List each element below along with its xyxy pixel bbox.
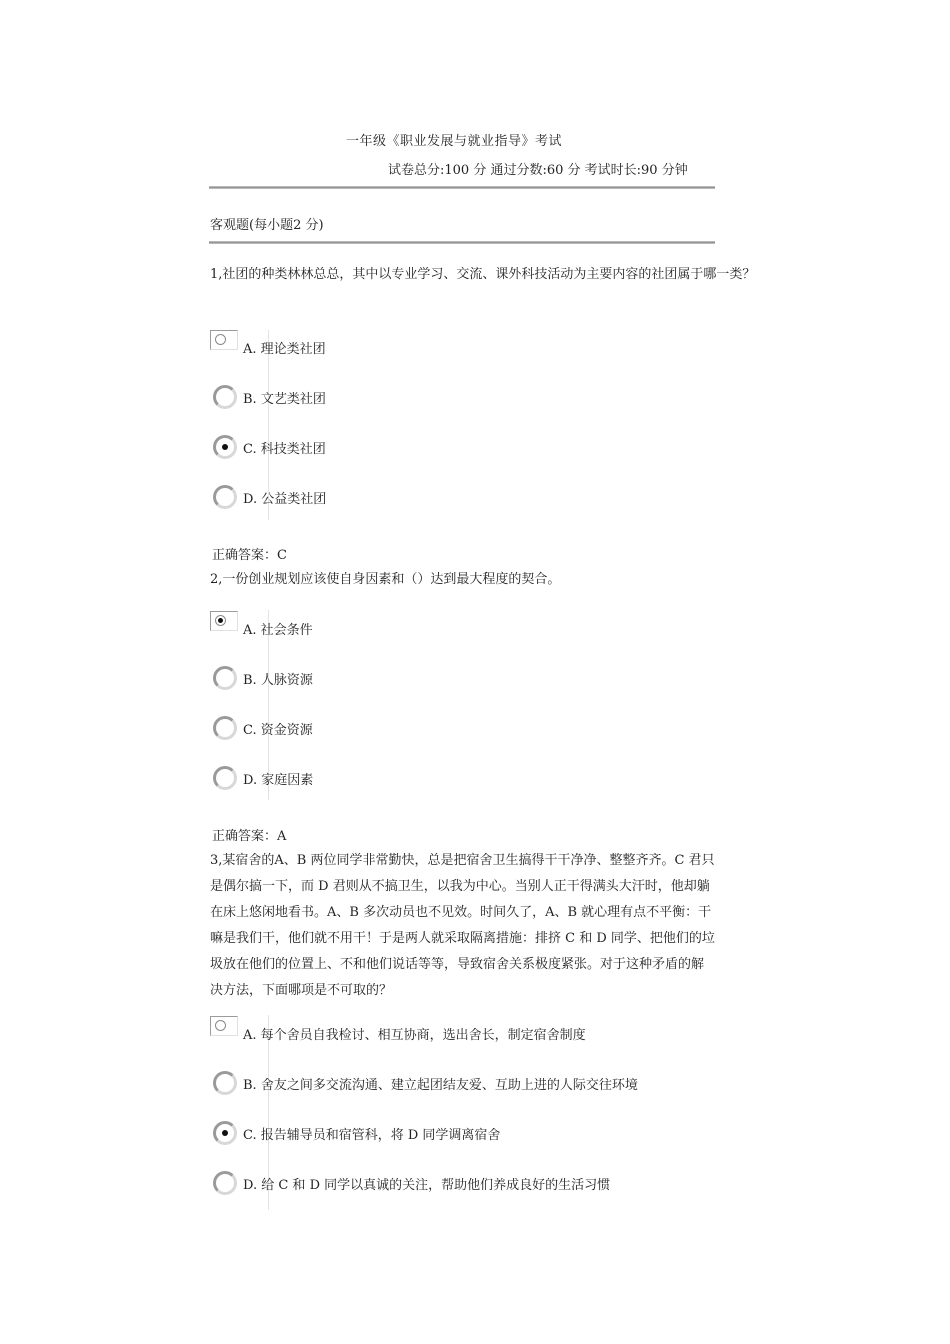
radio-option-c[interactable] xyxy=(213,716,237,740)
radio-option-b[interactable] xyxy=(213,385,237,409)
option-label[interactable]: B. 文艺类社团 xyxy=(243,392,326,407)
radio-option-b[interactable] xyxy=(213,1071,237,1095)
radio-option-a[interactable] xyxy=(210,330,238,350)
option-label[interactable]: A. 社会条件 xyxy=(243,623,313,638)
radio-dot xyxy=(215,615,226,626)
option-label[interactable]: D. 公益类社团 xyxy=(243,492,327,507)
question-text: 3,某宿舍的A、B 两位同学非常勤快，总是把宿舍卫生搞得干干净净、整整齐齐。C 君只是偶尔搞一下，而 D 君则从不搞卫生，以我为中心。当别人正干得满头大汗时，他却躺在床上悠闲地看书。A、B 多次动员也不见效。时间久了，A、B 就心理有点不平衡：干嘛是我们干，他们就不用干！于是两人就采取隔离措施：排挤 C 和 D 同学、把他们的垃圾放在他们的位置上、不和他们说话等等，导致宿舍关系极度紧张。对于这种矛盾的解决方法，下面哪项是不可取的？ xyxy=(210,853,715,998)
exam-title: 一年级《职业发展与就业指导》考试 xyxy=(346,134,563,149)
option-label[interactable]: C. 科技类社团 xyxy=(243,442,326,457)
radio-option-c[interactable] xyxy=(213,435,237,459)
exam-meta: 试卷总分:100 分 通过分数:60 分 考试时长:90 分钟 xyxy=(388,163,688,178)
option-label[interactable]: D. 给 C 和 D 同学以真诚的关注，帮助他们养成良好的生活习惯 xyxy=(243,1178,611,1193)
radio-option-b[interactable] xyxy=(213,666,237,690)
question-text: 1,社团的种类林林总总，其中以专业学习、交流、课外科技活动为主要内容的社团属于哪一类？ xyxy=(210,267,756,282)
correct-answer: 正确答案：C xyxy=(212,548,287,563)
divider xyxy=(209,241,715,244)
question-text: 2,一份创业规划应该使自身因素和（）达到最大程度的契合。 xyxy=(210,572,561,587)
radio-option-a[interactable] xyxy=(210,1016,238,1036)
option-label[interactable]: A. 理论类社团 xyxy=(243,342,326,357)
option-label[interactable]: C. 资金资源 xyxy=(243,723,313,738)
section-label: 客观题(每小题2 分) xyxy=(210,218,324,233)
option-label[interactable]: D. 家庭因素 xyxy=(243,773,314,788)
radio-option-d[interactable] xyxy=(213,485,237,509)
option-label[interactable]: A. 每个舍员自我检讨、相互协商，选出舍长，制定宿舍制度 xyxy=(243,1028,586,1043)
option-label[interactable]: B. 舍友之间多交流沟通、建立起团结友爱、互助上进的人际交往环境 xyxy=(243,1078,638,1093)
radio-option-a[interactable] xyxy=(210,611,238,631)
radio-option-d[interactable] xyxy=(213,766,237,790)
option-label[interactable]: B. 人脉资源 xyxy=(243,673,313,688)
radio-option-c[interactable] xyxy=(213,1121,237,1145)
radio-dot xyxy=(215,1020,226,1031)
divider xyxy=(209,186,715,189)
correct-answer: 正确答案：A xyxy=(212,829,287,844)
radio-option-d[interactable] xyxy=(213,1171,237,1195)
radio-dot xyxy=(215,334,226,345)
option-label[interactable]: C. 报告辅导员和宿管科，将 D 同学调离宿舍 xyxy=(243,1128,501,1143)
